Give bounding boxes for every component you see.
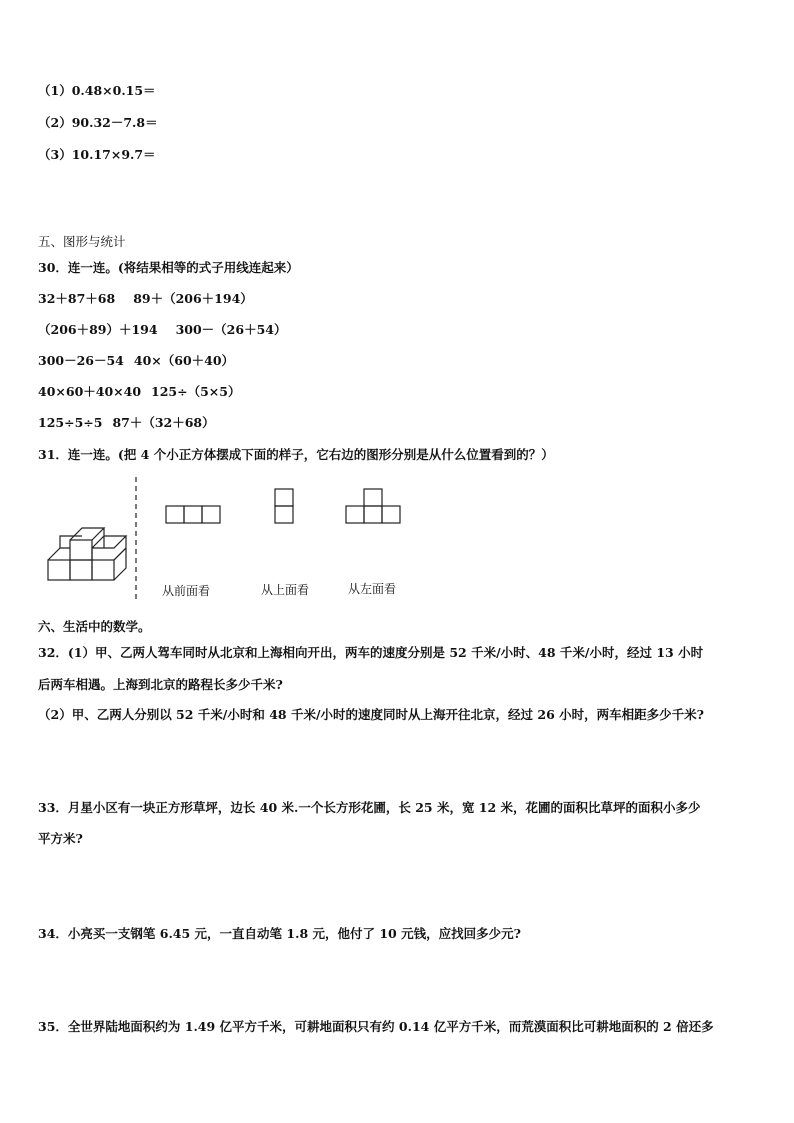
q30-left-2: （206＋89）＋194	[38, 322, 158, 337]
section-6-title: 六、生活中的数学。	[38, 619, 151, 634]
q31-title: 31．连一连。(把 4 个小正方体摆成下面的样子，它右边的图形分别是从什么位置看到的？）	[38, 447, 554, 462]
q30-row-4	[38, 383, 240, 401]
q30-row-2	[38, 321, 286, 339]
q30-left-4: 40×60＋40×40	[38, 384, 142, 399]
section-5-title: 五、图形与统计	[38, 234, 126, 249]
q32-1-line1: 32．(1）甲、乙两人驾车同时从北京和上海相向开出，两车的速度分别是 52 千米/小时、48 千米/小时，经过 13 小时	[38, 645, 704, 660]
cube-stack-3d	[48, 528, 126, 580]
q30-right-1: 89＋（206＋194）	[133, 291, 253, 306]
q30-right-2: 300－（26＋54）	[175, 322, 287, 337]
q33-line2: 平方米?	[38, 831, 83, 846]
calc-2: （2）90.32－7.8＝	[38, 115, 158, 130]
q30-right-4: 125÷（5×5）	[151, 384, 241, 399]
q30-right-3: 40×（60＋40）	[133, 353, 235, 368]
q30-row-1	[38, 290, 253, 308]
q30-left-5: 125÷5÷5	[38, 415, 103, 430]
calc-1: （1）0.48×0.15＝	[38, 83, 156, 98]
q30-row-5	[38, 414, 215, 432]
q34: 34．小亮买一支钢笔 6.45 元，一直自动笔 1.8 元，他付了 10 元钱，应找回多少元?	[38, 926, 521, 941]
q30-row-3	[38, 352, 234, 370]
label-front-view: 从前面看	[162, 584, 211, 598]
q32-1-line2: 后两车相遇。上海到北京的路程长多少千米?	[38, 677, 283, 692]
calc-3: （3）10.17×9.7＝	[38, 147, 156, 162]
q30-right-5: 87＋（32＋68）	[112, 415, 215, 430]
q33-line1: 33．月星小区有一块正方形草坪，边长 40 米.一个长方形花圃，长 25 米，宽 12 米，花圃的面积比草坪的面积小多少	[38, 800, 701, 815]
q32-2: （2）甲、乙两人分别以 52 千米/小时和 48 千米/小时的速度同时从上海开往北京，经过 26 小时，两车相距多少千米?	[38, 707, 704, 722]
q30-left-1: 32＋87＋68	[38, 291, 116, 306]
q30-left-3: 300－26－54	[38, 353, 124, 368]
cube-views-figure	[40, 475, 420, 605]
q30-title: 30．连一连。(将结果相等的式子用线连起来）	[38, 260, 299, 275]
label-left-view: 从左面看	[348, 582, 397, 596]
q35: 35．全世界陆地面积约为 1.49 亿平方千米，可耕地面积只有约 0.14 亿平方千米，而荒漠面积比可耕地面积的 2 倍还多	[38, 1019, 714, 1034]
label-top-view: 从上面看	[261, 583, 310, 597]
top-view-shape	[275, 489, 293, 523]
front-view-shape	[166, 506, 220, 523]
left-view-shape	[346, 489, 400, 523]
